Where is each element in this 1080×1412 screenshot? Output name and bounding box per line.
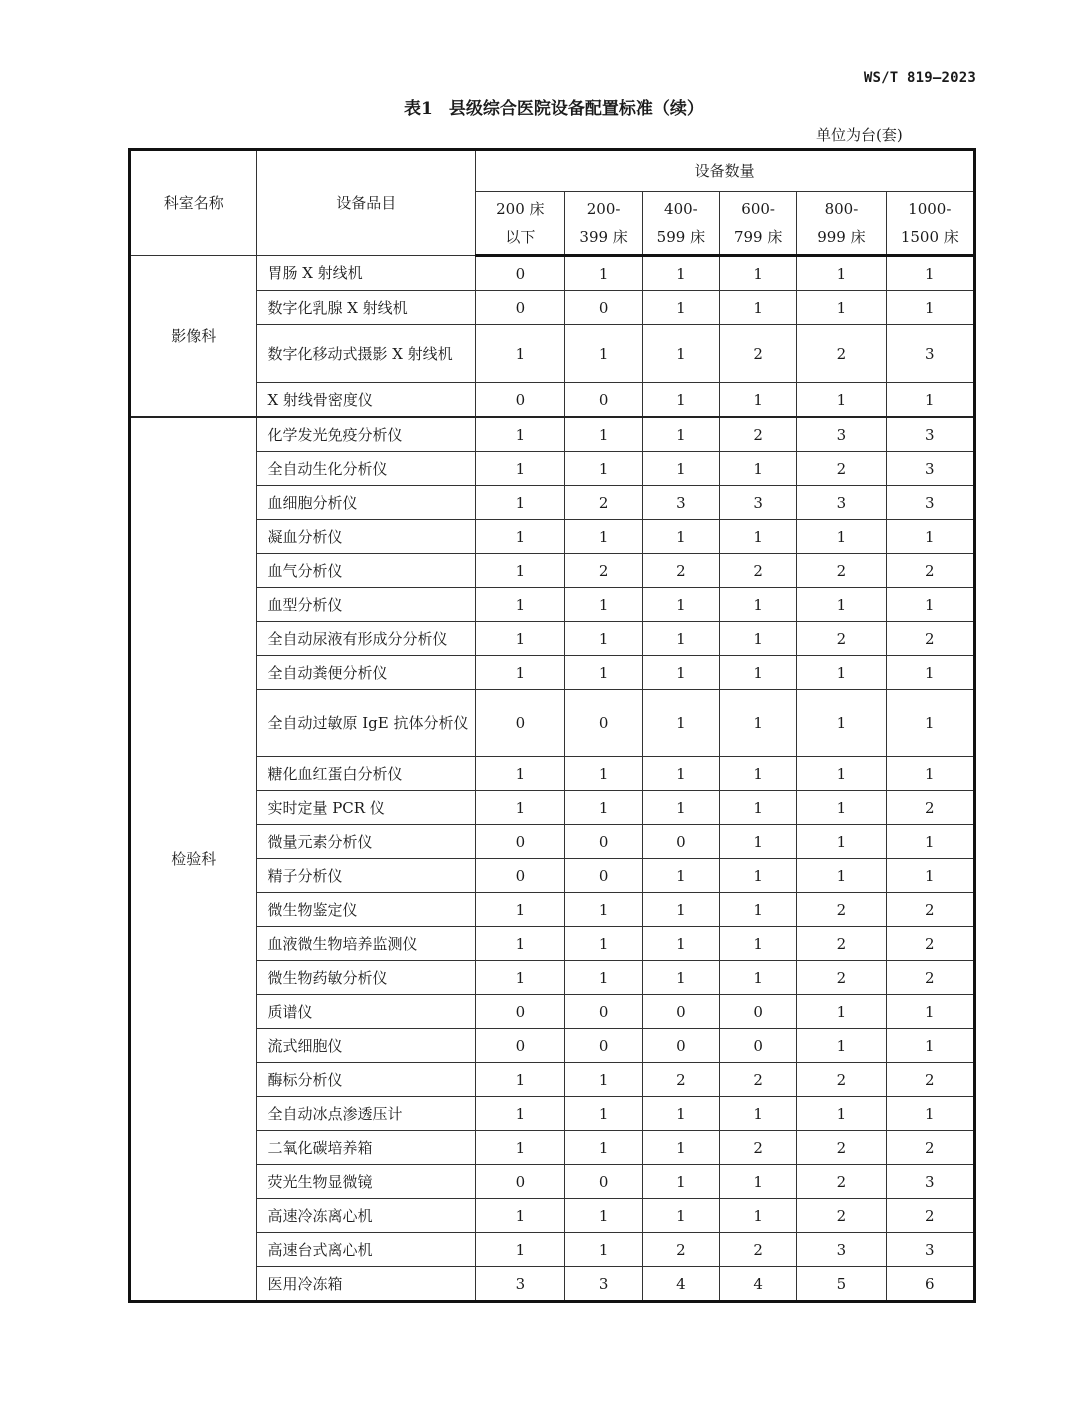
quantity-cell: 1	[642, 927, 719, 961]
quantity-cell: 1	[642, 859, 719, 893]
quantity-cell: 2	[642, 554, 719, 588]
header-department: 科室名称	[130, 150, 257, 256]
quantity-cell: 1	[565, 417, 642, 452]
quantity-cell: 0	[642, 995, 719, 1029]
item-cell: 酶标分析仪	[257, 1063, 476, 1097]
bed-range-line1: 200 床	[496, 200, 545, 218]
quantity-cell: 1	[476, 791, 565, 825]
table-row	[130, 520, 975, 554]
quantity-cell: 1	[720, 256, 797, 291]
quantity-cell: 2	[720, 1233, 797, 1267]
quantity-cell: 1	[720, 1199, 797, 1233]
quantity-cell: 1	[565, 1131, 642, 1165]
quantity-cell: 1	[476, 1233, 565, 1267]
quantity-cell: 1	[720, 927, 797, 961]
quantity-cell: 1	[720, 791, 797, 825]
quantity-cell: 1	[565, 1199, 642, 1233]
quantity-cell: 0	[476, 825, 565, 859]
quantity-cell: 1	[642, 588, 719, 622]
quantity-cell: 3	[886, 1165, 974, 1199]
quantity-cell: 1	[476, 325, 565, 383]
quantity-cell: 1	[476, 622, 565, 656]
quantity-cell: 3	[476, 1267, 565, 1302]
quantity-cell: 1	[886, 757, 974, 791]
quantity-cell: 1	[797, 520, 886, 554]
quantity-cell: 1	[720, 893, 797, 927]
quantity-cell: 1	[642, 656, 719, 690]
quantity-cell: 5	[797, 1267, 886, 1302]
quantity-cell: 1	[565, 1233, 642, 1267]
quantity-cell: 0	[720, 995, 797, 1029]
quantity-cell: 1	[476, 1097, 565, 1131]
quantity-cell: 1	[797, 383, 886, 418]
header-bed-range	[565, 192, 642, 256]
item-cell: 糖化血红蛋白分析仪	[257, 757, 476, 791]
quantity-cell: 1	[797, 291, 886, 325]
table-row	[130, 1233, 975, 1267]
quantity-cell: 1	[642, 256, 719, 291]
quantity-cell: 1	[565, 622, 642, 656]
quantity-cell: 0	[565, 1029, 642, 1063]
item-cell: 全自动冰点渗透压计	[257, 1097, 476, 1131]
quantity-cell: 1	[476, 417, 565, 452]
item-cell: 化学发光免疫分析仪	[257, 417, 476, 452]
quantity-cell: 1	[642, 1199, 719, 1233]
quantity-cell: 1	[797, 1097, 886, 1131]
bed-range-line2: 599 床	[656, 228, 706, 246]
quantity-cell: 2	[797, 893, 886, 927]
item-cell: 血细胞分析仪	[257, 486, 476, 520]
quantity-cell: 2	[642, 1063, 719, 1097]
quantity-cell: 1	[886, 656, 974, 690]
quantity-cell: 1	[886, 256, 974, 291]
quantity-cell: 4	[642, 1267, 719, 1302]
quantity-cell: 1	[886, 825, 974, 859]
quantity-cell: 0	[476, 690, 565, 757]
quantity-cell: 1	[642, 622, 719, 656]
quantity-cell: 0	[565, 383, 642, 418]
quantity-cell: 2	[565, 554, 642, 588]
bed-range-line2: 399 床	[579, 228, 628, 246]
table-row	[130, 486, 975, 520]
item-cell: 精子分析仪	[257, 859, 476, 893]
quantity-cell: 3	[797, 486, 886, 520]
item-cell: 高速冷冻离心机	[257, 1199, 476, 1233]
quantity-cell: 0	[565, 995, 642, 1029]
quantity-cell: 1	[476, 656, 565, 690]
table-row	[130, 1267, 975, 1302]
header-bed-range	[642, 192, 719, 256]
quantity-cell: 1	[797, 825, 886, 859]
quantity-cell: 2	[886, 961, 974, 995]
quantity-cell: 2	[797, 452, 886, 486]
header-bed-range	[886, 192, 974, 256]
quantity-cell: 4	[720, 1267, 797, 1302]
quantity-cell: 1	[565, 927, 642, 961]
item-cell: 血气分析仪	[257, 554, 476, 588]
quantity-cell: 1	[642, 291, 719, 325]
quantity-cell: 3	[886, 417, 974, 452]
quantity-cell: 1	[720, 291, 797, 325]
quantity-cell: 2	[720, 1131, 797, 1165]
quantity-cell: 2	[886, 1199, 974, 1233]
quantity-cell: 1	[720, 588, 797, 622]
quantity-cell: 1	[565, 520, 642, 554]
item-cell: 高速台式离心机	[257, 1233, 476, 1267]
table-row	[130, 791, 975, 825]
quantity-cell: 1	[642, 1097, 719, 1131]
quantity-cell: 1	[476, 486, 565, 520]
quantity-cell: 0	[642, 825, 719, 859]
quantity-cell: 0	[476, 1029, 565, 1063]
quantity-cell: 2	[886, 927, 974, 961]
bed-range-line2: 以下	[505, 228, 536, 246]
quantity-cell: 1	[642, 520, 719, 554]
item-cell: 荧光生物显微镜	[257, 1165, 476, 1199]
header-quantity-group: 设备数量	[476, 150, 975, 192]
item-cell: 实时定量 PCR 仪	[257, 791, 476, 825]
item-cell: 流式细胞仪	[257, 1029, 476, 1063]
quantity-cell: 2	[565, 486, 642, 520]
table-row	[130, 325, 975, 383]
quantity-cell: 1	[720, 383, 797, 418]
quantity-cell: 1	[642, 893, 719, 927]
table-row	[130, 383, 975, 418]
quantity-cell: 1	[565, 588, 642, 622]
quantity-cell: 1	[476, 927, 565, 961]
table-row	[130, 1199, 975, 1233]
quantity-cell: 2	[886, 1131, 974, 1165]
quantity-cell: 1	[720, 656, 797, 690]
department-cell: 影像科	[130, 256, 257, 418]
item-cell: 数字化乳腺 X 射线机	[257, 291, 476, 325]
quantity-cell: 0	[565, 859, 642, 893]
quantity-cell: 1	[886, 995, 974, 1029]
quantity-cell: 1	[886, 588, 974, 622]
quantity-cell: 1	[565, 1063, 642, 1097]
quantity-cell: 2	[720, 1063, 797, 1097]
table-row	[130, 1029, 975, 1063]
header-bed-range	[476, 192, 565, 256]
quantity-cell: 2	[797, 1131, 886, 1165]
quantity-cell: 1	[797, 859, 886, 893]
quantity-cell: 1	[565, 256, 642, 291]
quantity-cell: 1	[642, 452, 719, 486]
quantity-cell: 1	[720, 1165, 797, 1199]
quantity-cell: 1	[565, 791, 642, 825]
quantity-cell: 0	[642, 1029, 719, 1063]
quantity-cell: 1	[797, 757, 886, 791]
item-cell: 二氧化碳培养箱	[257, 1131, 476, 1165]
quantity-cell: 0	[476, 859, 565, 893]
quantity-cell: 1	[476, 757, 565, 791]
quantity-cell: 0	[476, 995, 565, 1029]
table-row	[130, 656, 975, 690]
standard-code: WS/T 819—2023	[863, 70, 976, 86]
quantity-cell: 6	[886, 1267, 974, 1302]
quantity-cell: 1	[476, 554, 565, 588]
table-row	[130, 757, 975, 791]
quantity-cell: 0	[476, 1165, 565, 1199]
quantity-cell: 1	[476, 588, 565, 622]
table-row	[130, 452, 975, 486]
item-cell: 质谱仪	[257, 995, 476, 1029]
quantity-cell: 0	[476, 291, 565, 325]
quantity-cell: 1	[797, 690, 886, 757]
quantity-cell: 1	[720, 622, 797, 656]
quantity-cell: 1	[565, 757, 642, 791]
quantity-cell: 1	[797, 1029, 886, 1063]
quantity-cell: 2	[797, 1199, 886, 1233]
quantity-cell: 0	[565, 825, 642, 859]
quantity-cell: 2	[797, 622, 886, 656]
quantity-cell: 1	[476, 520, 565, 554]
quantity-cell: 1	[797, 995, 886, 1029]
item-cell: 微生物药敏分析仪	[257, 961, 476, 995]
quantity-cell: 2	[797, 961, 886, 995]
quantity-cell: 1	[720, 757, 797, 791]
table-row	[130, 622, 975, 656]
item-cell: 血型分析仪	[257, 588, 476, 622]
unit-note: 单位为台(套)	[816, 126, 903, 144]
table-row	[130, 961, 975, 995]
quantity-cell: 0	[565, 291, 642, 325]
quantity-cell: 2	[720, 325, 797, 383]
quantity-cell: 1	[886, 520, 974, 554]
item-cell: 胃肠 X 射线机	[257, 256, 476, 291]
quantity-cell: 2	[886, 622, 974, 656]
table-row	[130, 1131, 975, 1165]
table-row	[130, 291, 975, 325]
bed-range-line1: 200-	[586, 200, 621, 218]
table-title	[404, 94, 704, 119]
table-row	[130, 256, 975, 291]
quantity-cell: 1	[565, 1097, 642, 1131]
quantity-cell: 1	[476, 961, 565, 995]
item-cell: 全自动过敏原 IgE 抗体分析仪	[257, 690, 476, 757]
table-row	[130, 1097, 975, 1131]
quantity-cell: 3	[886, 325, 974, 383]
quantity-cell: 1	[565, 452, 642, 486]
item-cell: 全自动粪便分析仪	[257, 656, 476, 690]
item-cell: 血液微生物培养监测仪	[257, 927, 476, 961]
quantity-cell: 1	[886, 291, 974, 325]
bed-range-line1: 1000-	[908, 200, 952, 218]
quantity-cell: 1	[642, 1165, 719, 1199]
quantity-cell: 1	[797, 256, 886, 291]
quantity-cell: 1	[886, 859, 974, 893]
quantity-cell: 3	[565, 1267, 642, 1302]
bed-range-line1: 400-	[664, 200, 698, 218]
item-cell: 数字化移动式摄影 X 射线机	[257, 325, 476, 383]
header-bed-range	[720, 192, 797, 256]
quantity-cell: 1	[476, 1063, 565, 1097]
item-cell: 凝血分析仪	[257, 520, 476, 554]
table-row	[130, 859, 975, 893]
quantity-cell: 3	[797, 417, 886, 452]
quantity-cell: 1	[642, 791, 719, 825]
header-bed-range	[797, 192, 886, 256]
quantity-cell: 2	[797, 1165, 886, 1199]
quantity-cell: 1	[720, 961, 797, 995]
quantity-cell: 0	[565, 1165, 642, 1199]
quantity-cell: 1	[886, 383, 974, 418]
quantity-cell: 1	[797, 791, 886, 825]
quantity-cell: 3	[642, 486, 719, 520]
quantity-cell: 2	[797, 325, 886, 383]
table-row	[130, 554, 975, 588]
quantity-cell: 1	[642, 1131, 719, 1165]
quantity-cell: 1	[720, 825, 797, 859]
quantity-cell: 1	[565, 656, 642, 690]
bed-range-line2: 799 床	[733, 228, 783, 246]
bed-range-line2: 1500 床	[900, 228, 959, 246]
bed-range-line2: 999 床	[817, 228, 866, 246]
table-row	[130, 1063, 975, 1097]
quantity-cell: 2	[797, 927, 886, 961]
bed-range-line1: 800-	[824, 200, 859, 218]
quantity-cell: 1	[476, 1131, 565, 1165]
table-row	[130, 690, 975, 757]
quantity-cell: 2	[886, 893, 974, 927]
quantity-cell: 1	[476, 452, 565, 486]
quantity-cell: 2	[797, 1063, 886, 1097]
quantity-cell: 3	[720, 486, 797, 520]
table-row	[130, 825, 975, 859]
quantity-cell: 2	[720, 554, 797, 588]
table-number: 表1	[404, 99, 433, 119]
quantity-cell: 1	[720, 859, 797, 893]
quantity-cell: 2	[886, 554, 974, 588]
quantity-cell: 1	[642, 417, 719, 452]
quantity-cell: 0	[476, 256, 565, 291]
quantity-cell: 1	[886, 690, 974, 757]
quantity-cell: 2	[886, 791, 974, 825]
quantity-cell: 1	[642, 757, 719, 791]
item-cell: 全自动生化分析仪	[257, 452, 476, 486]
item-cell: 全自动尿液有形成分分析仪	[257, 622, 476, 656]
quantity-cell: 1	[565, 893, 642, 927]
quantity-cell: 2	[797, 554, 886, 588]
quantity-cell: 1	[476, 1199, 565, 1233]
quantity-cell: 1	[797, 656, 886, 690]
quantity-cell: 3	[886, 1233, 974, 1267]
bed-range-line1: 600-	[741, 200, 775, 218]
table-row	[130, 995, 975, 1029]
quantity-cell: 3	[886, 486, 974, 520]
quantity-cell: 1	[565, 325, 642, 383]
quantity-cell: 1	[642, 690, 719, 757]
quantity-cell: 1	[565, 961, 642, 995]
quantity-cell: 1	[642, 325, 719, 383]
table-body	[130, 256, 975, 1302]
quantity-cell: 3	[886, 452, 974, 486]
quantity-cell: 1	[886, 1097, 974, 1131]
quantity-cell: 1	[476, 893, 565, 927]
quantity-cell: 1	[720, 520, 797, 554]
item-cell: 微生物鉴定仪	[257, 893, 476, 927]
quantity-cell: 1	[642, 961, 719, 995]
quantity-cell: 1	[642, 383, 719, 418]
quantity-cell: 0	[476, 383, 565, 418]
item-cell: 医用冷冻箱	[257, 1267, 476, 1302]
quantity-cell: 0	[565, 690, 642, 757]
table-header	[130, 150, 975, 256]
quantity-cell: 3	[797, 1233, 886, 1267]
item-cell: X 射线骨密度仪	[257, 383, 476, 418]
quantity-cell: 2	[642, 1233, 719, 1267]
table-row	[130, 417, 975, 452]
quantity-cell: 1	[720, 690, 797, 757]
quantity-cell: 0	[720, 1029, 797, 1063]
quantity-cell: 2	[886, 1063, 974, 1097]
header-item: 设备品目	[257, 150, 476, 256]
quantity-cell: 1	[886, 1029, 974, 1063]
table-row	[130, 893, 975, 927]
quantity-cell: 1	[797, 588, 886, 622]
item-cell: 微量元素分析仪	[257, 825, 476, 859]
table-row	[130, 1165, 975, 1199]
table-row	[130, 927, 975, 961]
quantity-cell: 1	[720, 1097, 797, 1131]
equipment-table	[128, 148, 976, 1303]
table-row	[130, 588, 975, 622]
quantity-cell: 1	[720, 452, 797, 486]
department-cell: 检验科	[130, 417, 257, 1302]
table-title-text: 县级综合医院设备配置标准（续）	[448, 99, 704, 119]
quantity-cell: 2	[720, 417, 797, 452]
